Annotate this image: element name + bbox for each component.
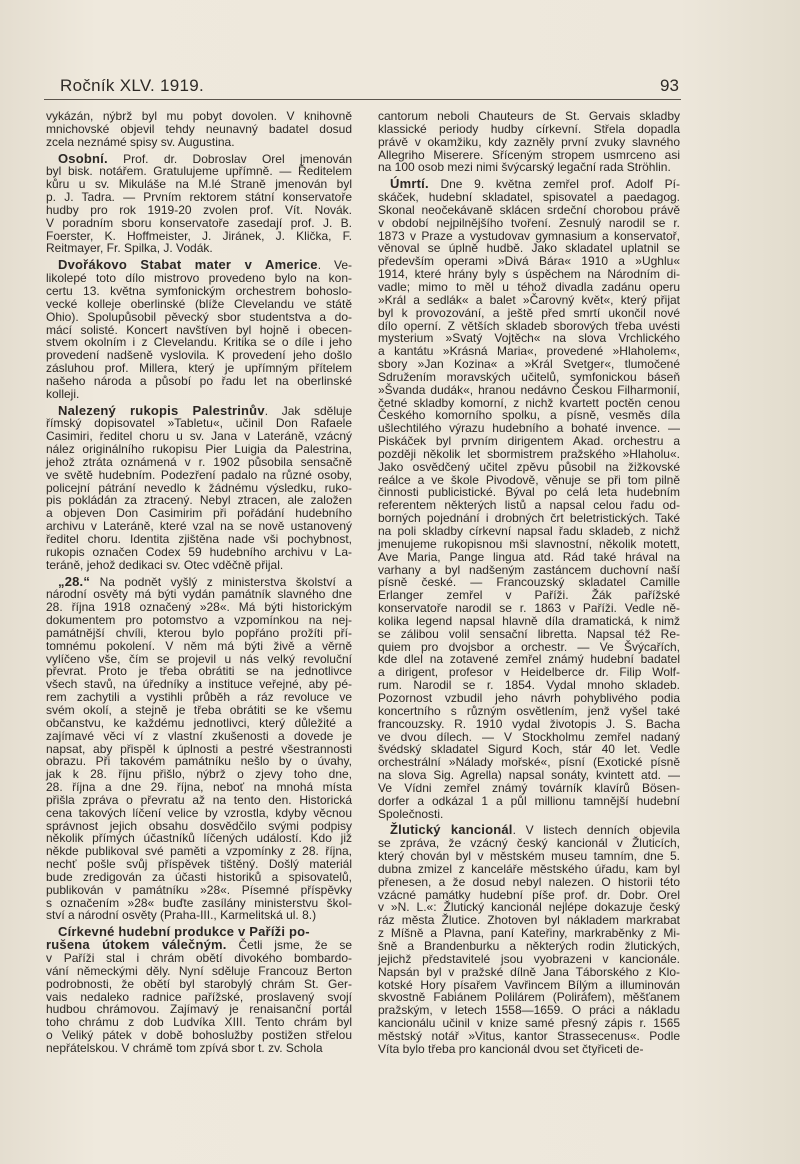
line-text: kolleji. bbox=[46, 386, 80, 401]
line-text: přenesen, a že dosud nebyl nalezen. O historii této bbox=[378, 874, 680, 889]
line-text: nepřátelskou. V chrámě tom zpívá sbor t. zv. Schola bbox=[46, 1040, 323, 1055]
line-text: ve světě hudebním. Podezření padalo na různé osoby, bbox=[46, 467, 352, 482]
line-text: z Míšně a Plavna, paní Kateřiny, markraběnky z Mi- bbox=[378, 926, 680, 941]
line-text: kůru u sv. Mikuláše na M.lé Straně jmenován byl bbox=[46, 177, 352, 192]
running-title: Ročník XLV. 1919. bbox=[60, 76, 205, 95]
line-text: později několik let sbormistrem pražského »Hlaholu«. bbox=[378, 446, 680, 461]
line-text: toho chrámu z dob Ludvíka XIII. Tento chrám byl bbox=[46, 1015, 352, 1030]
line-text: policejní pátrání nevedlo k žádnému výsledku, ruko- bbox=[46, 480, 352, 495]
line-text: skvostně Fabiánem Polilárem (Poliráfem), měšťanem bbox=[378, 990, 680, 1005]
article-paragraph bbox=[46, 259, 352, 400]
text-line bbox=[46, 1042, 352, 1055]
line-text: cena takových líčení velice by vzrostla, kdyby věcnou bbox=[46, 805, 352, 820]
line-text: a objeven Don Casimirim při pořádání hudebního bbox=[46, 506, 352, 521]
section-heading: Osobní. bbox=[58, 150, 108, 166]
article-paragraph bbox=[46, 573, 352, 923]
left-text-column bbox=[46, 110, 352, 1059]
line-text: likolepé toto dílo mistrovo provedeno bylo na kon- bbox=[46, 271, 352, 286]
line-text: kotské Hory písařem Vavřincem Bílým a illuminován bbox=[378, 977, 680, 992]
line-text: písně české. — Francouzský skladatel Camille bbox=[378, 575, 680, 590]
line-text: všech stavů, na úředníky a instituce veřejné, aby pé- bbox=[46, 677, 352, 692]
line-text: francouzsky. R. 1910 vydal životopis J. S. Bacha bbox=[378, 716, 680, 731]
article-paragraph bbox=[46, 150, 352, 256]
line-text: jmenujeme rukopisnou mši slavnostní, několik motett, bbox=[378, 536, 680, 551]
line-text: kde dlel na zotavené zemřel známý hudební badatel bbox=[378, 652, 680, 667]
text-line bbox=[46, 909, 352, 922]
line-text: městský notář »Vitus, kantor Strassecenus«. Podle bbox=[378, 1028, 680, 1043]
line-text: četné skladby komorní, z nichž kvartett poctěn cenou bbox=[378, 395, 680, 410]
line-text: Společnosti. bbox=[378, 806, 444, 821]
line-text: hudby pro rok 1919-20 zvolen prof. Vít. Novák. bbox=[46, 202, 352, 217]
line-text: Sdružením moravských učitelů, symfonickou báseň bbox=[378, 369, 680, 384]
line-text: rum. Narodil se r. 1854. Vydal mnoho skladeb. bbox=[378, 678, 680, 693]
line-text: . Jak sděluje bbox=[264, 403, 352, 418]
line-text: Dne 9. května zemřel prof. Adolf Pí- bbox=[428, 177, 680, 192]
line-text: a kantátu »Krásná Maria«, provedené »Hlaholem«, bbox=[378, 344, 680, 359]
line-text: skáček, hudební skladatel, spisovatel a paedagog. bbox=[378, 190, 680, 205]
line-text: obrazu. Při takovém památníku nešlo by o úvahy, bbox=[46, 754, 352, 769]
line-text: Pozornost vzbudil jeho návrh pohyblivého podia bbox=[378, 690, 680, 705]
text-line bbox=[378, 808, 680, 821]
line-text: 28. října a dne 29. října, neboť na mnohá místa bbox=[46, 780, 352, 795]
line-text: mnichovské objevil tehdy neunavný badatel dosud bbox=[46, 121, 352, 136]
line-text: Četli jsme, že se bbox=[226, 938, 353, 953]
line-text: dorfer a odkázal 1 a půl millionu tamnější hudební bbox=[378, 793, 680, 808]
line-text: s označením »28« buďte zasílány ministerstvu škol- bbox=[46, 895, 352, 910]
line-text: rukopis označen Codex 59 hudebního archivu v La- bbox=[46, 544, 352, 559]
line-text: koncertního s různým osvětlením, jenž vyšel také bbox=[378, 703, 680, 718]
line-text: rem zachytili a vystihli průběh a ráz revoluce ve bbox=[46, 690, 352, 705]
text-line bbox=[378, 161, 680, 174]
section-heading: Nalezený rukopis Palestrinův bbox=[58, 402, 265, 418]
text-line bbox=[46, 559, 352, 572]
line-text: mysterium »Svatý Vojtěch« na slova Vrchlického bbox=[378, 331, 680, 346]
line-text: právě v okamžiku, kdy zazněly první zvuky slavného bbox=[378, 134, 680, 149]
article-paragraph bbox=[46, 402, 352, 572]
line-text: p. J. Tadra. — Prvním rektorem státní konservatoře bbox=[46, 190, 352, 205]
line-text: »Švanda dudák«, hranou nedávno Českou Filharmonií, bbox=[378, 382, 680, 397]
line-text: publikován v památníku »28«. Písemné příspěvky bbox=[46, 882, 352, 897]
line-text: švédský skladatel Sigurd Koch, stár 40 let. Vedle bbox=[378, 742, 680, 757]
line-text: mácí solisté. Koncert navštíven byl hojně i obecen- bbox=[46, 322, 352, 337]
article-paragraph bbox=[46, 926, 352, 1054]
line-text: pražským, v letech 1558—1659. O práci a nákladu bbox=[378, 1003, 680, 1018]
line-text: ve dvou dílech. — V Stockholmu zemřel nadaný bbox=[378, 729, 680, 744]
line-text: zásluhou prof. Millera, který je upřímným přítelem bbox=[46, 361, 352, 376]
line-text: především operami »Divá Bára« 1910 a »Ughlu« bbox=[378, 254, 680, 269]
line-text: V poradním sboru konservatoře zasedají prof. J. B. bbox=[46, 215, 352, 230]
line-text: konservatoře narodil se r. 1863 v Paříži. Vedle ně- bbox=[378, 601, 680, 616]
right-text-column bbox=[378, 110, 680, 1060]
line-text: vais nedaleko radnice pařížské, proslavený svojí bbox=[46, 989, 352, 1004]
line-text: teráně, jehož dedikaci sv. Otec vděčně přijal. bbox=[46, 557, 284, 572]
line-text: byl bisk. notářem. Gratulujeme upřímně. — Ředitelem bbox=[46, 164, 352, 179]
line-text: ráz města Žlutice. Zhotoven byl nákladem markrabat bbox=[378, 913, 680, 928]
continued-paragraph bbox=[46, 110, 352, 149]
line-text: převrat. Proto je třeba obrátiti se na jednotlivce bbox=[46, 664, 352, 679]
line-text: vzácné památky hudební píše prof. dr. Dobr. Orel bbox=[378, 887, 680, 902]
line-text: zajímavé věci ví z vlastní zkušenosti a dovede je bbox=[46, 728, 352, 743]
line-text: Piskáček byl prvním dirigentem Akad. orchestru a bbox=[378, 434, 680, 449]
line-text: Skonal neočekávaně sklácen srdeční chorobou právě bbox=[378, 202, 680, 217]
line-text: přišla zpráva o převratu až na tento den. Historická bbox=[46, 792, 352, 807]
section-heading: Dvořákovo Stabat mater v Americe bbox=[58, 257, 318, 273]
line-text: správnost jejich obsahu dosvědčilo svými podpisy bbox=[46, 818, 352, 833]
text-line bbox=[46, 388, 352, 401]
line-text: na 100 osob mezi nimi švýcarský legační rada Ströhlin. bbox=[378, 160, 671, 175]
line-text: bude zredigován za účasti historiků a spisovatelů, bbox=[46, 869, 352, 884]
line-text: Ve Vídni zemřel známý továrník klavírů Bösen- bbox=[378, 780, 680, 795]
line-text: borných pojednání i drobných črt beletristických. Také bbox=[378, 511, 680, 526]
line-text: jak k 28. říjnu přišlo, nýbrž o zjevy toho dne, bbox=[46, 767, 352, 782]
article-paragraph bbox=[378, 178, 680, 820]
line-text: orchestrální »Nálady mořské«, písní (Exotické písně bbox=[378, 755, 680, 770]
line-text: někde publikoval své paměti a vzpomínky z 28. října, bbox=[46, 844, 352, 859]
line-text: činnosti publicistické. Býval po celá leta hudebním bbox=[378, 485, 680, 500]
line-text: sbory »Jan Kozina« a »Král Svetger«, tlumočené bbox=[378, 357, 680, 372]
line-text: reálce a ve škole Pivodově, věnuje se při tom pilně bbox=[378, 472, 680, 487]
line-text: podrobnosti, že obětí byl starobylý chrám St. Ger- bbox=[46, 976, 352, 991]
line-text: ství a národní osvěty (Praha-III., Karmelitská ul. 8.) bbox=[46, 908, 317, 923]
line-text: . V listech denních objevila bbox=[512, 823, 680, 838]
line-text: . Ve- bbox=[317, 258, 352, 273]
line-text: cantorum neboli Chauteurs de St. Gervais skladby bbox=[378, 109, 680, 123]
section-heading: Církevné hudební produkce v Paříži po- bbox=[58, 924, 310, 940]
header-rule bbox=[44, 99, 681, 100]
line-text: nechť pošle svůj příspěvek tištěný. Došlý materiál bbox=[46, 857, 352, 872]
line-text: referentem některých listů a napsal celou řadu od- bbox=[378, 498, 680, 513]
line-text: Casimiri, ředitel choru u sv. Jana v Lateráně, vzácný bbox=[46, 429, 352, 444]
line-text: v Paříži stal i chrám obětí divokého bombardo- bbox=[46, 951, 352, 965]
line-text: byl k provozování, a ještě před smrtí ukončil nové bbox=[378, 305, 680, 320]
line-text: několik přímých účastníků líčených událostí. Kdo již bbox=[46, 831, 352, 846]
line-text: Českého komorního spolku, a písně, vesměs díla bbox=[378, 408, 680, 423]
line-text: 1873 v Praze a vystudovav gymnasium a konservatoř, bbox=[378, 228, 680, 243]
text-line bbox=[46, 242, 352, 255]
continued-paragraph bbox=[378, 110, 680, 174]
line-text: zcela neznámé spisy sv. Augustina. bbox=[46, 134, 235, 149]
line-text: dubna zmizel z kanceláře městského úřadu, kam byl bbox=[378, 861, 680, 876]
line-text: ředitel choru. Identita zjištěna nade vši pochybnost, bbox=[46, 532, 352, 546]
line-text: věnoval se úplně hudbě. Jako skladatel uplatnil se bbox=[378, 241, 680, 256]
line-text: šně a Brandenburku a některých rodin žlutických, bbox=[378, 939, 680, 953]
section-heading-continued: rušena útokem válečným. bbox=[46, 937, 227, 953]
line-text: quiem pro dvojsbor a orchestr. — Ve Švýcařích, bbox=[378, 639, 680, 654]
line-text: Foerster, K. Hoffmeister, J. Jiránek, J. Klička, F. bbox=[46, 228, 352, 243]
line-text: certu 13. května symfonickým orchestrem bohoslo- bbox=[46, 283, 352, 298]
line-text: »Král a sedlák« a balet »Čarovný květ«, který přijat bbox=[378, 292, 680, 307]
line-text: vylíčeno vše, čím se projevil u nás velký revoluční bbox=[46, 651, 352, 666]
line-text: a dirigent, profesor v Heidelberce dr. Filip Wolf- bbox=[378, 665, 680, 680]
line-text: Reitmayer, Fr. Spilka, J. Vodák. bbox=[46, 241, 213, 256]
line-text: vecké kolleje oberlinské (blíže Clevelandu ve státě bbox=[46, 296, 352, 311]
line-text: stvem okolním i z Clevelandu. Kritika se o díle i jeho bbox=[46, 335, 352, 350]
line-text: o Veliký pátek v době bohoslužby postižen střelou bbox=[46, 1028, 352, 1043]
line-text: varhany a byl nadšeným zastáncem duchovní naší bbox=[378, 562, 680, 577]
line-text: v »N. L.«: Žlutický kancionál nejlépe dokazuje český bbox=[378, 900, 680, 915]
line-text: provedení nadšeně vyslovila. K provedení jeho došlo bbox=[46, 348, 352, 363]
line-text: napsat, aby přispěl k úplnosti a pestré všestrannosti bbox=[46, 741, 352, 756]
line-text: památnější chvíli, kterou bylo popřáno prožíti pří- bbox=[46, 625, 352, 640]
line-text: 28. října 1918 označený »28«. Má býti historickým bbox=[46, 600, 352, 615]
line-text: Napsán byl v pražské dílně Jana Táborského z Klo- bbox=[378, 964, 680, 979]
line-text: Prof. dr. Dobroslav Orel jmenován bbox=[107, 151, 352, 166]
line-text: Víta bylo třeba pro kancionál dvou set čtyřiceti de- bbox=[378, 1041, 644, 1056]
line-text: nález originálního rukopisu Pier Luigia da Palestrina, bbox=[46, 442, 352, 457]
line-text: pis pokládán za ztracený. Nebyl ztracen, ale založen bbox=[46, 493, 352, 508]
line-text: dílo operní. Z větších skladeb sborových třeba uvésti bbox=[378, 318, 680, 333]
line-text: kancionálu učinil v knize samé přesný zápis r. 1565 bbox=[378, 1016, 680, 1031]
line-text: římský dopisovatel »Tabletu«, učinil Don Rafaele bbox=[46, 416, 352, 431]
line-text: našeho národa a působí po řadu let na oberlinské bbox=[46, 373, 352, 388]
line-text: hudbou chrámovou. Zajímavý je renaisanční portál bbox=[46, 1002, 352, 1017]
line-text: Na podnět vyšlý z ministerstva školství a bbox=[90, 574, 352, 589]
line-text: se zálibou volil sensační libretta. Napsal též Re- bbox=[378, 626, 680, 641]
line-text: archivu v Lateráně, které vzal na se nově ustanovený bbox=[46, 519, 352, 534]
line-text: 1914, které hrány byly s úspěchem na Národním di- bbox=[378, 267, 680, 282]
line-text: vání německými děly. Nyní sděluje Francouz Berton bbox=[46, 963, 352, 978]
section-heading: Žlutický kancionál bbox=[390, 822, 513, 838]
section-heading: „28.“ bbox=[58, 573, 91, 589]
line-text: Ave Maria, Pange lingua atd. Rád také hrával na bbox=[378, 549, 680, 564]
line-text: svém okolí, a stejně je třeba obrátiti se ke všemu bbox=[46, 702, 352, 717]
line-text: občanstvu, ke každému jednotlivci, který důležité a bbox=[46, 715, 352, 730]
line-text: se zpráva, že vzácný český kancionál v Žluticích, bbox=[378, 836, 680, 851]
line-text: Allegriho Miserere. Sříceným stropem usmrceno asi bbox=[378, 147, 680, 162]
line-text: národní osvěty má býti vydán památník slavného dne bbox=[46, 587, 352, 602]
line-text: vadle; mimo to měl u téhož divadla zadánu operu bbox=[378, 279, 680, 294]
text-line bbox=[46, 136, 352, 149]
line-text: ušlechtilého výrazu hudebního a bohaté invence. — bbox=[378, 421, 680, 436]
text-line bbox=[378, 1043, 680, 1056]
line-text: jejichž představitelé jsou vyobrazeni v kancionále. bbox=[378, 951, 680, 966]
line-text: kolika legend napsal hlavně díla dramatická, k nimž bbox=[378, 613, 680, 628]
line-text: v období nejpilnějšího tvoření. Zesnulý narodil se r. bbox=[378, 215, 680, 230]
line-text: klassické periody hudby církevní. Střela dopadla bbox=[378, 121, 680, 136]
line-text: jehož ztráta oznámená v r. 1902 působila sensačně bbox=[46, 454, 352, 469]
line-text: Jako osvědčený učitel zpěvu působil na žižkovské bbox=[378, 459, 680, 474]
line-text: Ohio). Spolupůsobil pěvecký sbor studentstva a do- bbox=[46, 309, 352, 324]
section-heading: Úmrtí. bbox=[390, 176, 429, 192]
line-text: který chován byl v městském museu tamním, dne 5. bbox=[378, 849, 680, 864]
text-line bbox=[46, 375, 352, 388]
article-paragraph bbox=[378, 824, 680, 1055]
line-text: na slova Sig. Agrella) napsal sonáty, kvintett atd. — bbox=[378, 768, 680, 783]
line-text: tomnému pokolení. V něm má býti živě a věrně bbox=[46, 638, 352, 653]
page-number: 93 bbox=[660, 76, 679, 95]
line-text: dokumentem pro potomstvo a vzpomínkou na nej- bbox=[46, 613, 352, 628]
line-text: vykázán, nýbrž byl mu pobyt dovolen. V knihovně bbox=[46, 109, 352, 123]
line-text: na poli skladby církevní napsal řadu skladeb, z nichž bbox=[378, 524, 680, 538]
line-text: Erlanger zemřel v Paříži. Žák pařížské bbox=[378, 588, 680, 603]
